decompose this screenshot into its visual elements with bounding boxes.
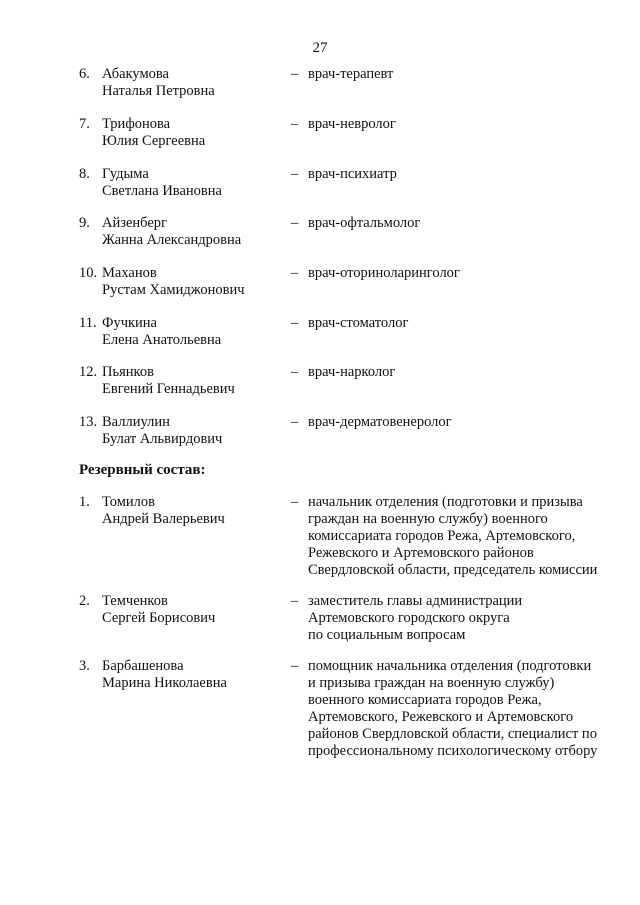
member-role-line: врач-офтальмолог xyxy=(308,215,421,231)
member-role-line: врач-нарколог xyxy=(308,364,396,380)
dash-separator: – xyxy=(291,215,299,231)
member-name xyxy=(102,315,282,349)
member-role-line: граждан на военную службу) военного xyxy=(308,511,548,527)
member-given: Сергей Борисович xyxy=(102,610,216,626)
member-name xyxy=(102,116,282,150)
member-role xyxy=(308,414,618,431)
member-role xyxy=(308,593,618,644)
dash-separator: – xyxy=(291,315,299,331)
member-name xyxy=(102,593,282,627)
member-role-line: помощник начальника отделения (подготовки xyxy=(308,658,592,674)
member-name xyxy=(102,414,282,448)
member-number: 13. xyxy=(79,414,98,430)
member-role-line: профессиональному психологическому отбору xyxy=(308,743,598,759)
member-given: Рустам Хамиджонович xyxy=(102,282,245,298)
member-role xyxy=(308,166,618,183)
member-number: 1. xyxy=(79,494,90,510)
dash-separator: – xyxy=(291,593,299,609)
member-role-line: комиссариата городов Режа, Артемовского, xyxy=(308,528,576,544)
member-number: 6. xyxy=(79,66,90,82)
member-name xyxy=(102,658,282,692)
member-name xyxy=(102,265,282,299)
member-role-line: и призыва граждан на военную службу) xyxy=(308,675,555,691)
member-role-line: Артемовского, Режевского и Артемовского xyxy=(308,709,574,725)
member-surname: Томилов xyxy=(102,494,156,510)
member-number: 2. xyxy=(79,593,90,609)
member-surname: Барбашенова xyxy=(102,658,184,674)
member-surname: Маханов xyxy=(102,265,157,281)
member-role xyxy=(308,66,618,83)
member-given: Елена Анатольевна xyxy=(102,332,222,348)
member-given: Евгений Геннадьевич xyxy=(102,381,235,397)
dash-separator: – xyxy=(291,494,299,510)
member-role-line: Артемовского городского округа xyxy=(308,610,510,626)
member-given: Светлана Ивановна xyxy=(102,183,222,199)
member-role xyxy=(308,116,618,133)
member-role-line: врач-оториноларинголог xyxy=(308,265,460,281)
member-role-line: врач-психиатр xyxy=(308,166,397,182)
member-role xyxy=(308,215,618,232)
member-surname: Фучкина xyxy=(102,315,157,331)
dash-separator: – xyxy=(291,166,299,182)
member-number: 3. xyxy=(79,658,90,674)
dash-separator: – xyxy=(291,364,299,380)
dash-separator: – xyxy=(291,265,299,281)
member-number: 12. xyxy=(79,364,98,380)
member-role-line: районов Свердловской области, специалист по xyxy=(308,726,597,742)
member-role xyxy=(308,315,618,332)
member-role-line: Режевского и Артемовского районов xyxy=(308,545,534,561)
member-surname: Пьянков xyxy=(102,364,154,380)
member-number: 7. xyxy=(79,116,90,132)
member-surname: Айзенберг xyxy=(102,215,167,231)
member-surname: Абакумова xyxy=(102,66,169,82)
member-given: Жанна Александровна xyxy=(102,232,242,248)
dash-separator: – xyxy=(291,116,299,132)
member-role xyxy=(308,658,618,760)
member-given: Юлия Сергеевна xyxy=(102,133,206,149)
dash-separator: – xyxy=(291,66,299,82)
member-surname: Валлиулин xyxy=(102,414,170,430)
member-role-line: военного комиссариата городов Режа, xyxy=(308,692,542,708)
member-role-line: врач-терапевт xyxy=(308,66,394,82)
member-number: 11. xyxy=(79,315,97,331)
reserve-heading: Резервный состав: xyxy=(79,462,206,478)
member-role-line: заместитель главы администрации xyxy=(308,593,523,609)
member-role-line: врач-стоматолог xyxy=(308,315,409,331)
member-given: Булат Альвирдович xyxy=(102,431,223,447)
member-role xyxy=(308,265,618,282)
member-name xyxy=(102,494,282,528)
member-role xyxy=(308,364,618,381)
member-role-line: Свердловской области, председатель комиссии xyxy=(308,562,598,578)
dash-separator: – xyxy=(291,414,299,430)
member-name xyxy=(102,364,282,398)
member-surname: Темченков xyxy=(102,593,168,609)
member-role-line: врач-невролог xyxy=(308,116,396,132)
page-number: 27 xyxy=(312,40,328,56)
member-given: Наталья Петровна xyxy=(102,83,215,99)
member-given: Марина Николаевна xyxy=(102,675,227,691)
member-role-line: врач-дерматовенеролог xyxy=(308,414,452,430)
member-role-line: начальник отделения (подготовки и призыва xyxy=(308,494,583,510)
member-given: Андрей Валерьевич xyxy=(102,511,225,527)
dash-separator: – xyxy=(291,658,299,674)
member-name xyxy=(102,66,282,100)
member-name xyxy=(102,215,282,249)
member-number: 10. xyxy=(79,265,98,281)
member-role xyxy=(308,494,618,579)
member-number: 8. xyxy=(79,166,90,182)
member-surname: Трифонова xyxy=(102,116,171,132)
member-surname: Гудыма xyxy=(102,166,149,182)
member-number: 9. xyxy=(79,215,90,231)
member-role-line: по социальным вопросам xyxy=(308,627,466,643)
member-name xyxy=(102,166,282,200)
